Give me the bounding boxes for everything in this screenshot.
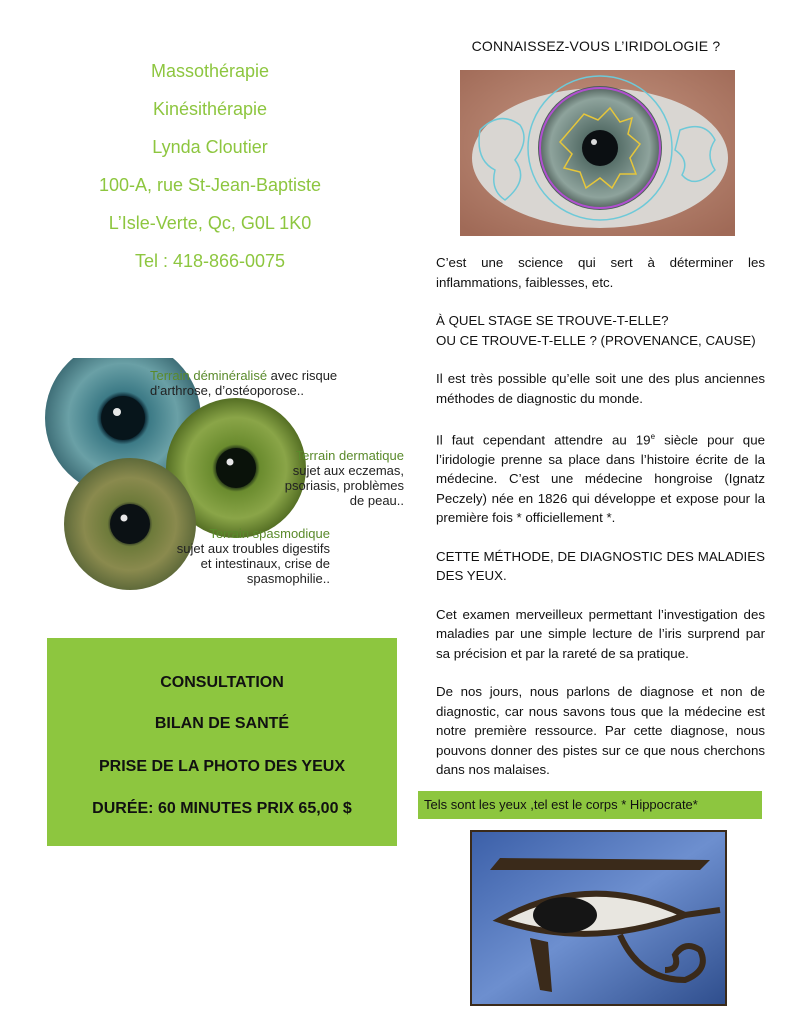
article-paragraph-5: CETTE MÉTHODE, DE DIAGNOSTIC DES MALADIES DES YEUX. [436,548,765,584]
article-question-provenance: OU CE TROUVE-T-ELLE ? (PROVENANCE, CAUSE) [436,332,756,348]
prise-photo-yeux: PRISE DE LA PHOTO DES YEUX [99,758,345,775]
duree-prix: DURÉE: 60 MINUTES PRIX 65,00 $ [92,800,352,817]
terrain-dermatique-desc1: sujet aux eczemas, [292,463,404,478]
contact-line-massotherapie: Massothérapie [150,61,270,81]
contact-address: 100-A, rue St-Jean-Baptiste [98,175,322,195]
eye-of-horus-image [470,830,727,1006]
terrain-dermatique-desc2: psoriasis, problèmes [284,478,404,493]
terrain-demineralise-rest: avec risque [267,368,338,383]
terrain-dermatique-title: Terrain dermatique [295,448,404,463]
terrain-spasmodique-desc1: sujet aux troubles digestifs [176,541,330,556]
article-paragraph-6: Cet examen merveilleux permettant l’investigation des maladies par une simple lecture de l’iris surprend par sa précision et par la rareté de sa pratique. [436,606,765,661]
contact-city: L’Isle-Verte, Qc, G0L 1K0 [108,213,312,233]
iris-analysis-photo [460,70,735,236]
hippocrate-quote: Tels sont les yeux ,tel est le corps * Hippocrate* [418,791,762,819]
iris-terrains-image [40,358,420,590]
terrain-spasmodique-label [140,526,330,586]
article-paragraph-4 [436,427,765,528]
article-paragraph-2 [436,311,765,350]
article-paragraph-7: De nos jours, nous parlons de diagnose et non de diagnostic, car nous savons tous que la médecine est notre première ressource. Par cette diagnose, nous pouvons donner des pistes sur ce que nous cherchons dans nos malaises. [436,684,765,778]
terrain-spasmodique-title: Terrain spasmodique [209,526,330,541]
article-p4-start: Il faut cependant attendre au 19 [436,432,651,448]
article-body [436,253,765,799]
article-paragraph-1: C’est une science qui sert à déterminer les inflammations, faiblesses, etc. [436,255,765,290]
article-p4-sup: e [650,432,656,441]
bilan-de-sante: BILAN DE SANTÉ [154,715,290,732]
terrain-demineralise-title: Terrain déminéralisé [150,368,268,383]
consultation-title: CONSULTATION [160,674,284,691]
article-title: CONNAISSEZ-VOUS L’IRIDOLOGIE ? [471,38,721,54]
article-question-stage: À QUEL STAGE SE TROUVE-T-ELLE? [436,313,669,328]
terrain-spasmodique-desc2: et intestinaux, crise de [200,556,330,571]
terrain-dermatique-desc3: de peau.. [349,493,404,508]
contact-phone: Tel : 418-866-0075 [134,251,286,271]
article-paragraph-3: Il est très possible qu’elle soit une des plus anciennes méthodes de diagnostic du monde. [436,371,765,406]
terrain-demineralise-desc: d’arthrose, d’ostéoporose.. [150,383,304,398]
terrain-spasmodique-desc3: spasmophilie.. [246,571,330,586]
eye-of-horus-illustration [470,830,727,1006]
contact-name: Lynda Cloutier [152,137,268,157]
consultation-box [47,638,397,846]
contact-line-kinesitherapie: Kinésithérapie [152,99,268,119]
terrain-dermatique-label [262,448,404,508]
article-p4-end: siècle pour que l’iridologie prenne sa place dans l’histoire écrite de la médecine. C’est une médecine hongroise (Ignatz Peczely) née en 1826 qui développe et expose pour la première fois * officiellement *. [436,432,765,526]
contact-block [40,52,380,280]
terrain-demineralise-label [150,368,410,398]
iris-analysis-illustration [460,70,735,236]
